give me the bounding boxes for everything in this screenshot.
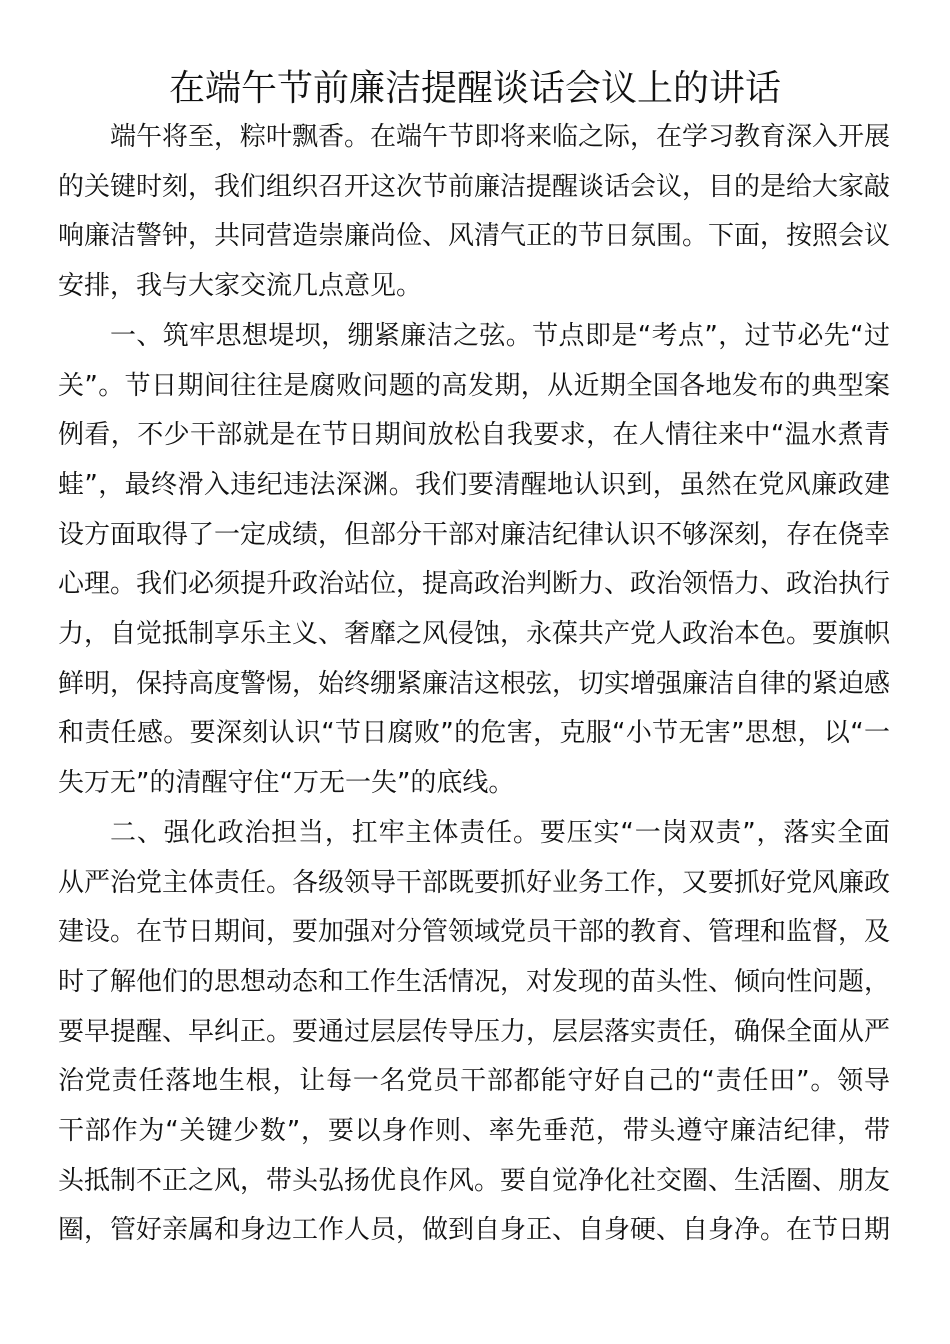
paragraph-section-two: 二、强化政治担当，扛牢主体责任。要压实“一岗双责”，落实全面从严治党主体责任。各级领导干部既要抓好业务工作，又要抓好党风廉政建设。在节日期间，要加强对分管领域党员干部的教育、管理和监督，及时了解他们的思想动态和工作生活情况，对发现的苗头性、倾向性问题，要早提醒、早纠正。要通过层层传导压力，层层落实责任，确保全面从严治党责任落地生根，让每一名党员干部都能守好自己的“责任田”。领导干部作为“关键少数”，要以身作则、率先垂范，带头遵守廉洁纪律，带头抵制不正之风，带头弘扬优良作风。要自觉净化社交圈、生活圈、朋友圈，管好亲属和身边工作人员，做到自身正、自身硬、自身净。在节日期 <box>58 817 891 1246</box>
paragraph-section-one: 一、筑牢思想堤坝，绷紧廉洁之弦。节点即是“考点”，过节必先“过关”。节日期间往往是腐败问题的高发期，从近期全国各地发布的典型案例看，不少干部就是在节日期间放松自我要求，在人情往来中“温水煮青蛙”，最终滑入违纪违法深渊。我们要清醒地认识到，虽然在党风廉政建设方面取得了一定成绩，但部分干部对廉洁纪律认识不够深刻，存在侥幸心理。我们必须提升政治站位，提高政治判断力、政治领悟力、政治执行力，自觉抵制享乐主义、奢靡之风侵蚀，永葆共产党人政治本色。要旗帜鲜明，保持高度警惕，始终绷紧廉洁这根弦，切实增强廉洁自律的紧迫感和责任感。要深刻认识“节日腐败”的危害，克服“小节无害”思想，以“一失万无”的清醒守住“万无一失”的底线。 <box>58 320 891 799</box>
paragraph-intro: 端午将至，粽叶飘香。在端午节即将来临之际，在学习教育深入开展的关键时刻，我们组织召开这次节前廉洁提醒谈话会议，目的是给大家敲响廉洁警钟，共同营造崇廉尚俭、风清气正的节日氛围。下面，按照会议安排，我与大家交流几点意见。 <box>58 122 891 302</box>
document-title: 在端午节前廉洁提醒谈话会议上的讲话 <box>168 68 781 109</box>
document-body <box>58 113 890 1256</box>
